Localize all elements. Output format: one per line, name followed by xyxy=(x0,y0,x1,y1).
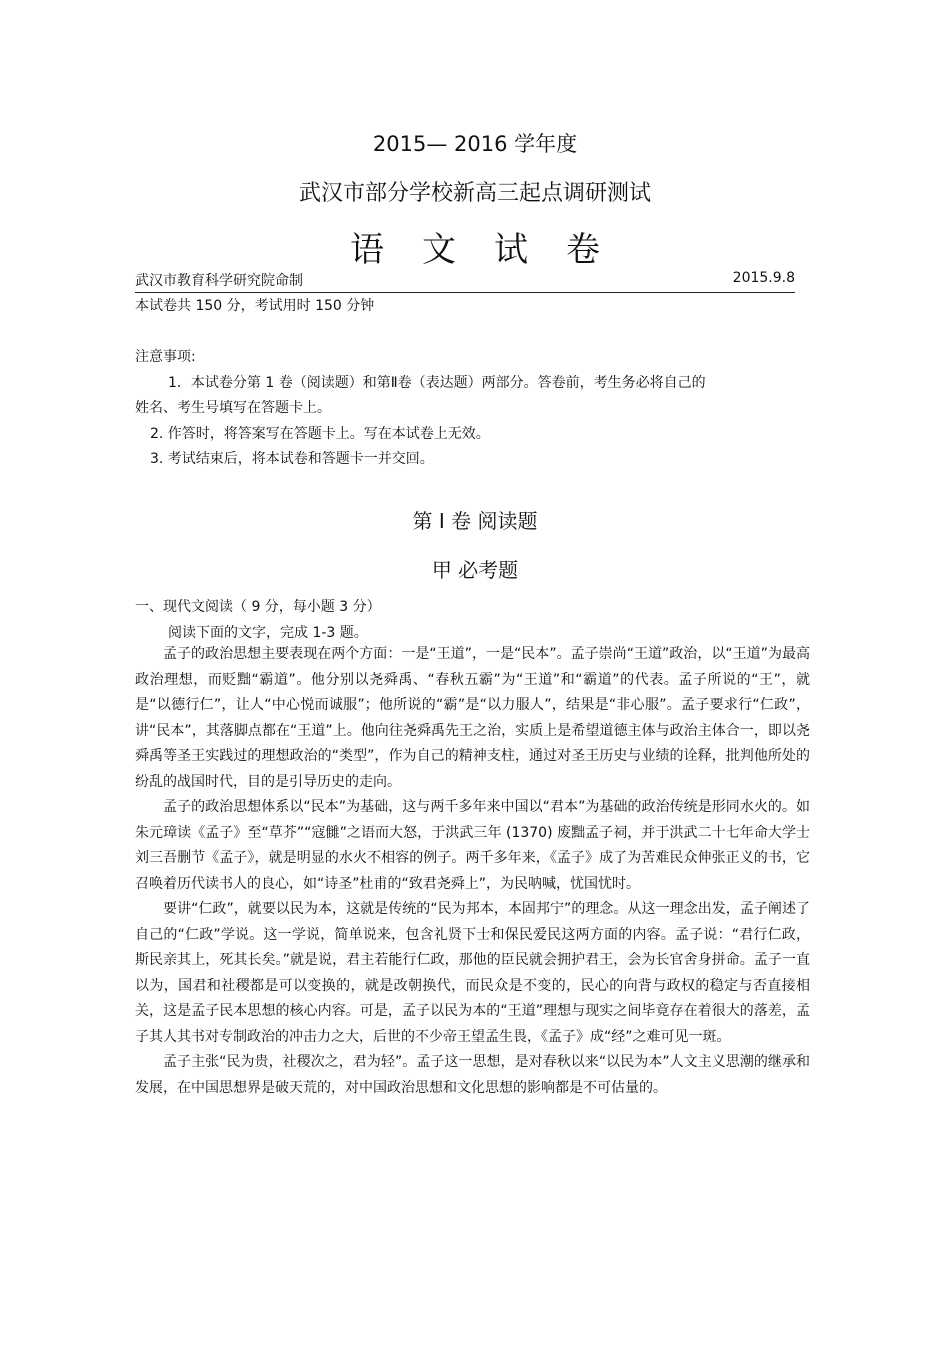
passage-paragraph: 孟子的政治思想体系以“民本”为基础，这与两千多年来中国以“君本”为基础的政治传统是形同水火的。如朱元璋读《孟子》至“草芥”“寇雠”之语而大怒，于洪武三年 (1370) 废黜孟子祠，并于洪武二十七年命大学士刘三吾删节《孟子》，就是明显的水火不相容的例子。两千多年来，《孟子》成了为苦难民众伸张正义的书，它召唤着历代读书人的良心，如“诗圣”杜甫的“致君尧舜上”，为民呐喊，忧国忧时。 xyxy=(135,799,810,892)
exam-info: 本试卷共 150 分，考试用时 150 分钟 xyxy=(135,298,375,314)
passage-paragraph: 孟子的政治思想主要表现在两个方面：一是“王道”，一是“民本”。孟子崇尚“王道”政治，以“王道”为最高政治理想，而贬黜“霸道”。他分别以尧舜禹、“春秋五霸”为“王道”和“霸道”的代表。孟子所说的“王”，就是“以德行仁”，让人“中心悦而诚服”；他所说的“霸”是“以力服人”，结果是“非心服”。孟子要求行“仁政”，讲“民本”，其落脚点都在“王道”上。他向往尧舜禹先王之治，实质上是希望道德主体与政治主体合一，即以尧舜禹等圣王实践过的理想政治的“类型”，作为自己的精神支柱，通过对圣王历史与业绩的诠释，批判他所处的纷乱的战国时代，目的是引导历史的走向。 xyxy=(135,646,810,790)
passage-paragraph: 孟子主张“民为贵，社稷次之，君为轻”。孟子这一思想，是对春秋以来“以民为本”人文主义思潮的继承和发展，在中国思想界是破天荒的，对中国政治思想和文化思想的影响都是不可估量的。 xyxy=(135,1054,810,1096)
reading-passage xyxy=(135,642,810,1101)
question-instruction: 阅读下面的文字，完成 1-3 题。 xyxy=(168,625,368,641)
section-heading: 甲 必考题 xyxy=(431,558,519,582)
question-heading: 一、现代文阅读（ 9 分，每小题 3 分） xyxy=(135,599,381,615)
part-heading: 第 I 卷 阅读题 xyxy=(412,509,538,533)
notice-title: 注意事项: xyxy=(135,349,196,365)
issuing-org: 武汉市教育科学研究院命制 xyxy=(135,273,303,289)
notice-item-3: 3. 考试结束后，将本试卷和答题卡一并交回。 xyxy=(150,451,434,467)
notice-item-1-cont: 姓名、考生号填写在答题卡上。 xyxy=(135,400,331,416)
passage-paragraph: 要讲“仁政”，就要以民为本，这就是传统的“民为邦本，本固邦宁”的理念。从这一理念出发，孟子阐述了自己的“仁政”学说。这一学说，简单说来，包含礼贤下士和保民爱民这两方面的内容。孟子说：“君行仁政，斯民亲其上，死其长矣。”就是说，君主若能行仁政，那他的臣民就会拥护君王，会为长官舍身拼命。孟子一直以为，国君和社稷都是可以变换的，就是改朝换代，而民众是不变的，民心的向背与政权的稳定与否直接相关，这是孟子民本思想的核心内容。可是，孟子以民为本的“王道”理想与现实之间毕竟存在着很大的落差，孟子其人其书对专制政治的冲击力之大，后世的不少帝王望孟生畏，《孟子》成“经”之难可见一斑。 xyxy=(135,901,810,1045)
exam-year: 2015— 2016 学年度 xyxy=(372,132,578,156)
exam-date: 2015.9.8 xyxy=(732,270,795,286)
meta-row xyxy=(135,270,795,293)
notice-item-1: 1．本试卷分第 1 卷（阅读题）和第Ⅱ卷（表达题）两部分。答卷前，考生务必将自己的 xyxy=(168,375,706,391)
exam-title: 武汉市部分学校新高三起点调研测试 xyxy=(298,181,651,206)
notice-item-2: 2. 作答时，将答案写在答题卡上。写在本试卷上无效。 xyxy=(150,426,490,442)
subject-title: 语文试卷 xyxy=(350,230,638,270)
